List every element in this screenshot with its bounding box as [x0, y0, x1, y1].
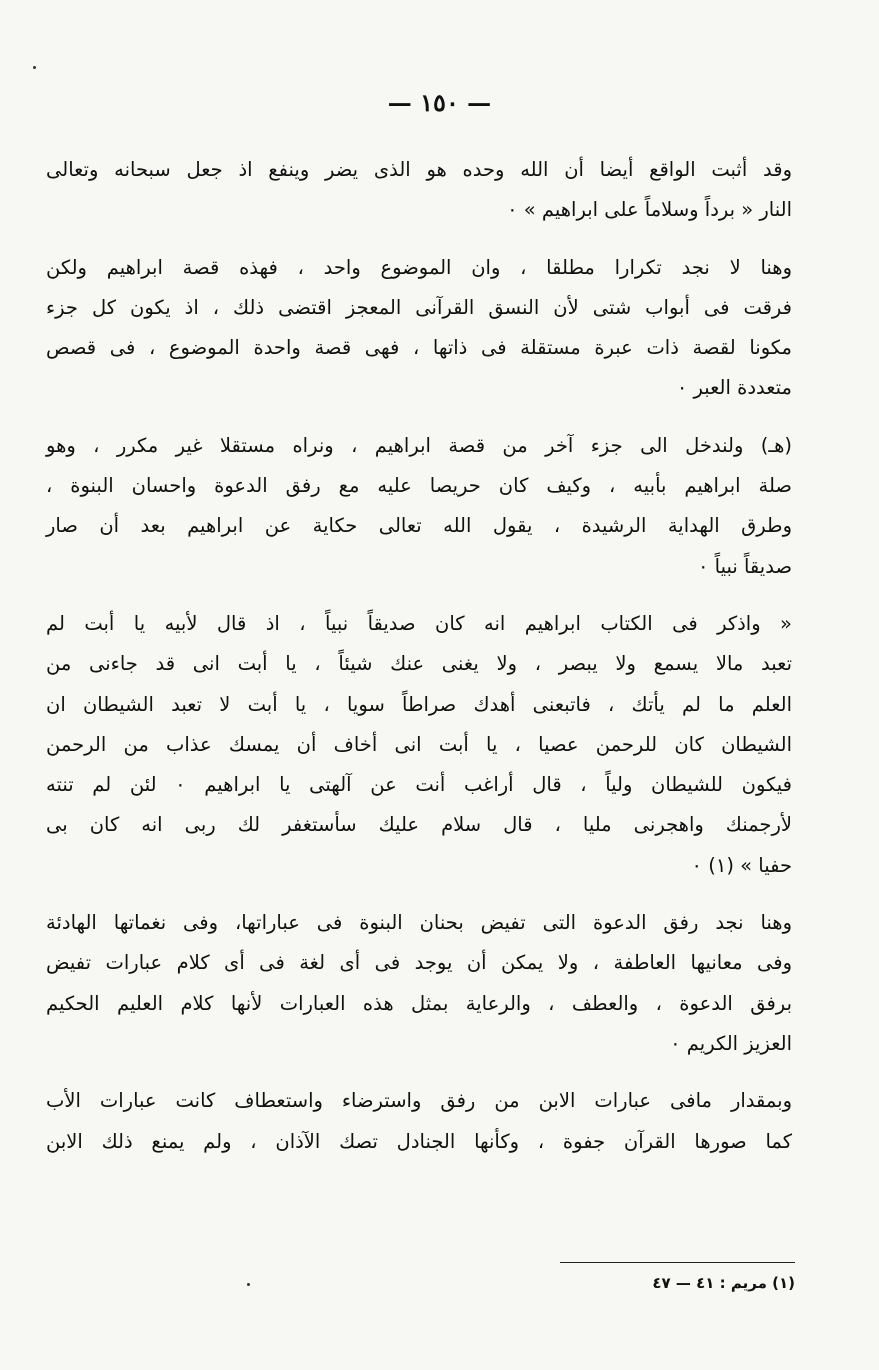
text-line: مكونا لقصة ذات عبرة مستقلة فى ذاتها ، فهى قصة واحدة الموضوع ، فى قصص: [46, 336, 792, 360]
text-line: وقد أثبت الواقع أيضا أن الله وحده هو الذى يضر وينفع اذ جعل سبحانه وتعالى: [46, 158, 792, 181]
text-line: برفق الدعوة ، والعطف ، والرعاية بمثل هذه العبارات لأنها كلام العليم الحكيم: [46, 991, 792, 1015]
paragraph: [46, 903, 792, 1064]
text-line: لأرجمنك واهجرنى مليا ، قال سلام عليك سأستغفر لك ربى انه كان بى: [46, 813, 792, 837]
page-number: — ١٥٠ —: [387, 88, 492, 117]
text-line: وطرق الهداية الرشيدة ، يقول الله تعالى حكاية عن ابراهيم بعد أن صار: [46, 514, 792, 538]
footnote-divider: [560, 1262, 795, 1263]
text-line: صديقاً نبياً ٠: [697, 554, 792, 578]
paragraph: [46, 150, 792, 231]
text-line: العلم ما لم يأتك ، فاتبعنى أهدك صراطاً سويا ، يا أبت لا تعبد الشيطان ان: [46, 692, 792, 716]
scan-speck: [33, 66, 36, 69]
paragraph: [46, 248, 792, 409]
text-line: العزيز الكريم ٠: [670, 1031, 792, 1055]
text-line: حفيا » (١) ٠: [691, 853, 792, 877]
text-line: النار « برداً وسلاماً على ابراهيم » ٠: [507, 198, 792, 222]
text-line: « واذكر فى الكتاب ابراهيم انه كان صديقاً نبياً ، اذ قال لأبيه يا أبت لم: [46, 611, 792, 635]
scan-speck: [247, 1283, 250, 1286]
text-line: الشيطان كان للرحمن عصيا ، يا أبت انى أخاف أن يمسك عذاب من الرحمن: [46, 732, 792, 756]
footnote: (١) مريم : ٤١ — ٤٧: [652, 1274, 795, 1292]
body-text: [46, 150, 792, 1179]
text-line: تعبد مالا يسمع ولا يبصر ، ولا يغنى عنك شيئاً ، يا أبت انى قد جاءنى من: [46, 652, 792, 676]
text-line: وهنا نجد رفق الدعوة التى تفيض بحنان البنوة فى عباراتها، وفى نغماتها الهادئة: [46, 911, 792, 935]
text-line: متعددة العبر ٠: [676, 376, 792, 400]
paragraph: [46, 426, 792, 587]
text-line: فيكون للشيطان ولياً ، قال أراغب أنت عن آلهتى يا ابراهيم ٠ لئن لم تنته: [46, 773, 792, 797]
text-line: صلة ابراهيم بأبيه ، وكيف كان حريصا عليه مع رفق الدعوة واحسان البنوة ،: [46, 474, 792, 498]
text-line: كما صورها القرآن جفوة ، وكأنها الجنادل تصك الآذان ، ولم يمنع ذلك الابن: [46, 1129, 792, 1153]
text-line: وبمقدار مافى عبارات الابن من رفق واسترضاء واستعطاف كانت عبارات الأب: [46, 1089, 792, 1113]
paragraph: [46, 1081, 792, 1162]
text-line: فرقت فى أبواب شتى لأن النسق القرآنى المعجز اقتضى ذلك ، اذ يكون كل جزء: [46, 295, 792, 319]
text-line: وفى معانيها العاطفة ، ولا يمكن أن يوجد فى أى لغة فى أى كلام عبارات تفيض: [46, 951, 792, 975]
text-line: (هـ) ولندخل الى جزء آخر من قصة ابراهيم ، ونراه مستقلا غير مكرر ، وهو: [46, 433, 792, 457]
text-line: وهنا لا نجد تكرارا مطلقا ، وان الموضوع واحد ، فهذه قصة ابراهيم ولكن: [46, 255, 792, 279]
quran-quote: [46, 604, 792, 886]
